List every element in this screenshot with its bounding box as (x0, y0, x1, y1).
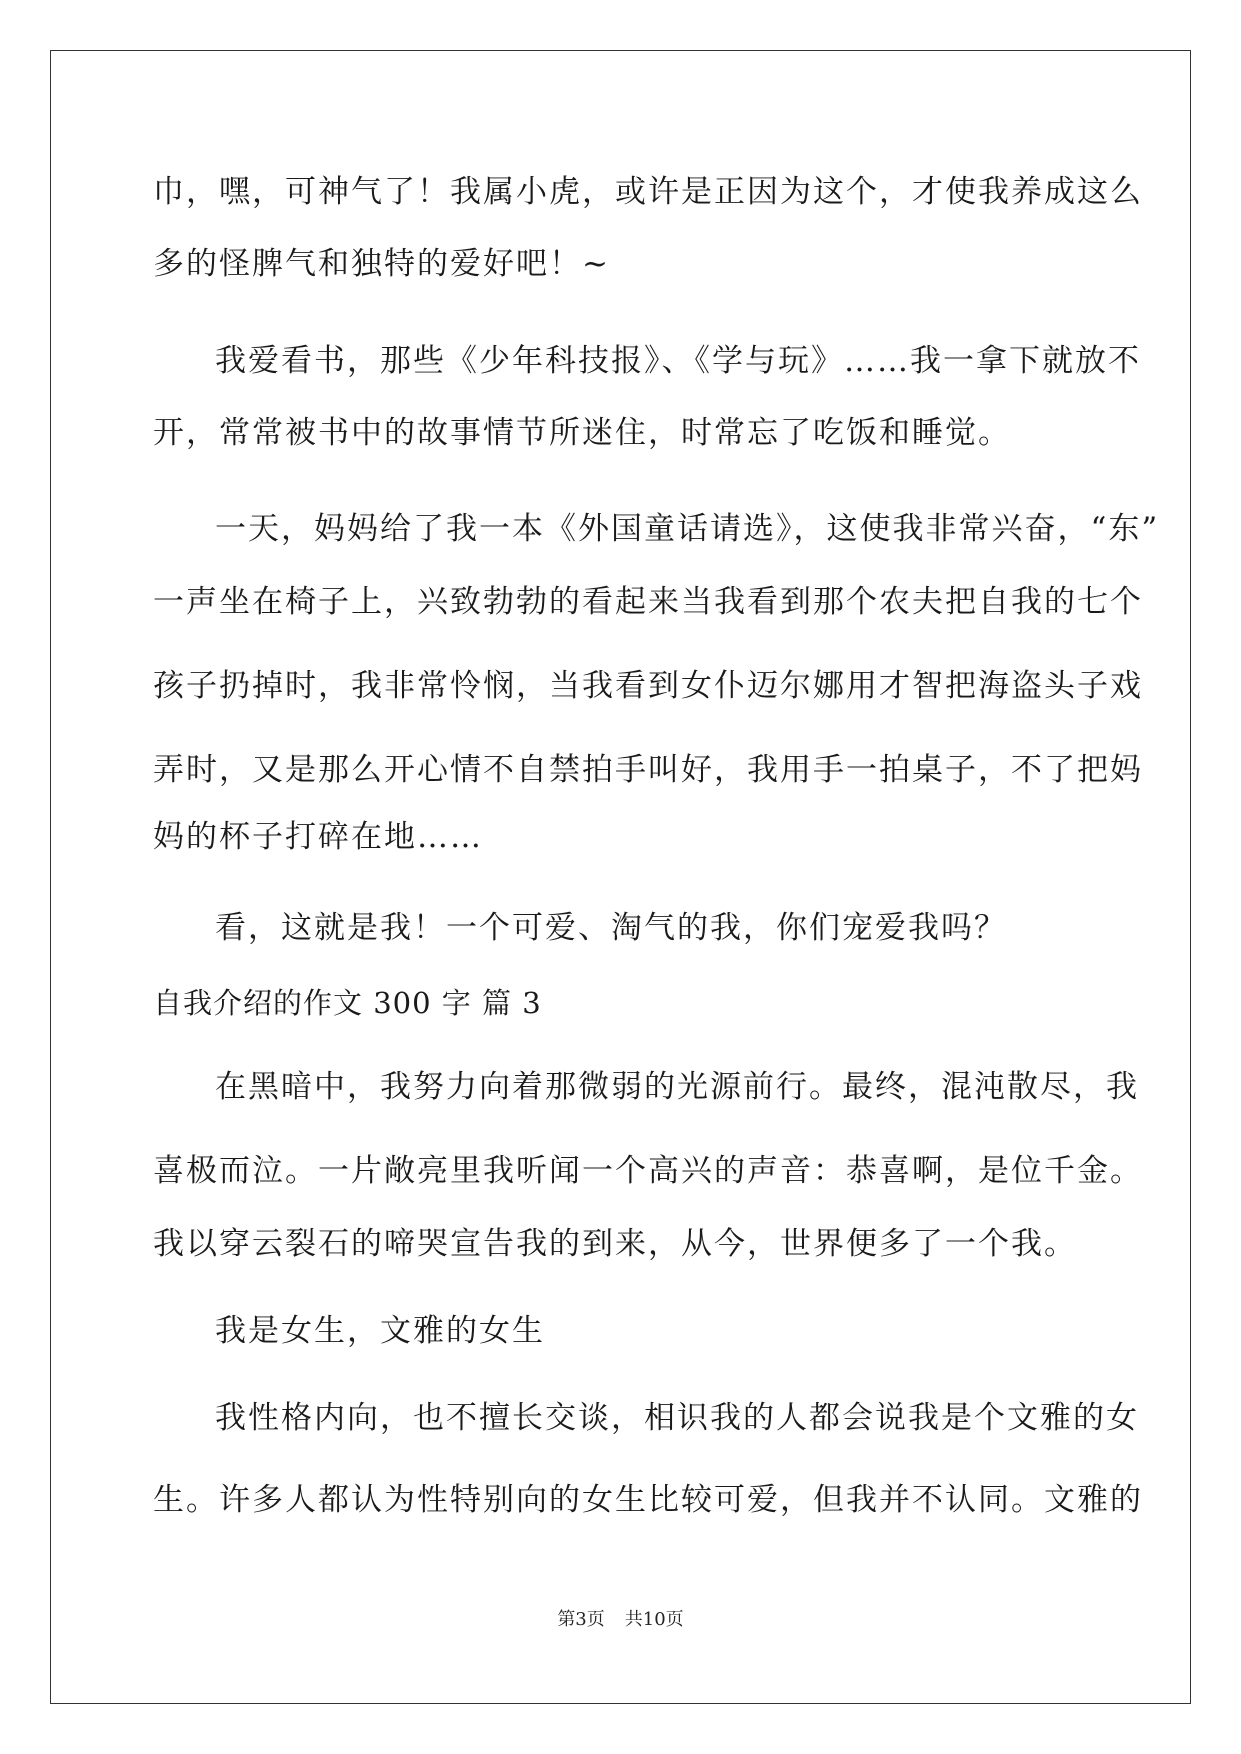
body-line: 喜极而泣。一片敞亮里我听闻一个高兴的声音：恭喜啊，是位千金。 (153, 1153, 1143, 1189)
section-heading: 自我介绍的作文 300 字 篇 3 (153, 986, 542, 1020)
body-line: 一声坐在椅子上，兴致勃勃的看起来当我看到那个农夫把自我的七个 (153, 584, 1143, 620)
body-line: 我性格内向，也不擅长交谈，相识我的人都会说我是个文雅的女 (215, 1400, 1139, 1436)
body-line: 我是女生，文雅的女生 (215, 1313, 545, 1349)
body-line: 开，常常被书中的故事情节所迷住，时常忘了吃饭和睡觉。 (153, 415, 1011, 451)
body-line: 生。许多人都认为性特别向的女生比较可爱，但我并不认同。文雅的 (153, 1482, 1143, 1518)
body-line: 孩子扔掉时，我非常怜悯，当我看到女仆迈尔娜用才智把海盗头子戏 (153, 668, 1143, 704)
body-line: 看，这就是我！一个可爱、淘气的我，你们宠爱我吗？ (215, 910, 1007, 946)
body-line: 巾，嘿，可神气了！我属小虎，或许是正因为这个，才使我养成这么 (153, 174, 1143, 210)
page-footer (0, 1608, 1241, 1632)
body-line: 妈的杯子打碎在地…… (153, 819, 483, 855)
body-line: 一天，妈妈给了我一本《外国童话请选》，这使我非常兴奋，“东” (215, 511, 1160, 547)
page-border (50, 50, 1191, 1704)
page-number: 第3页 (557, 1609, 605, 1630)
body-line: 在黑暗中，我努力向着那微弱的光源前行。最终，混沌散尽，我 (215, 1069, 1139, 1105)
body-line: 多的怪脾气和独特的爱好吧！~ (153, 246, 610, 282)
body-line: 弄时，又是那么开心情不自禁拍手叫好，我用手一拍桌子，不了把妈 (153, 752, 1143, 788)
page-total: 共10页 (624, 1609, 684, 1630)
body-line: 我爱看书，那些《少年科技报》、《学与玩》……我一拿下就放不 (215, 343, 1141, 379)
body-line: 我以穿云裂石的啼哭宣告我的到来，从今，世界便多了一个我。 (153, 1226, 1077, 1262)
